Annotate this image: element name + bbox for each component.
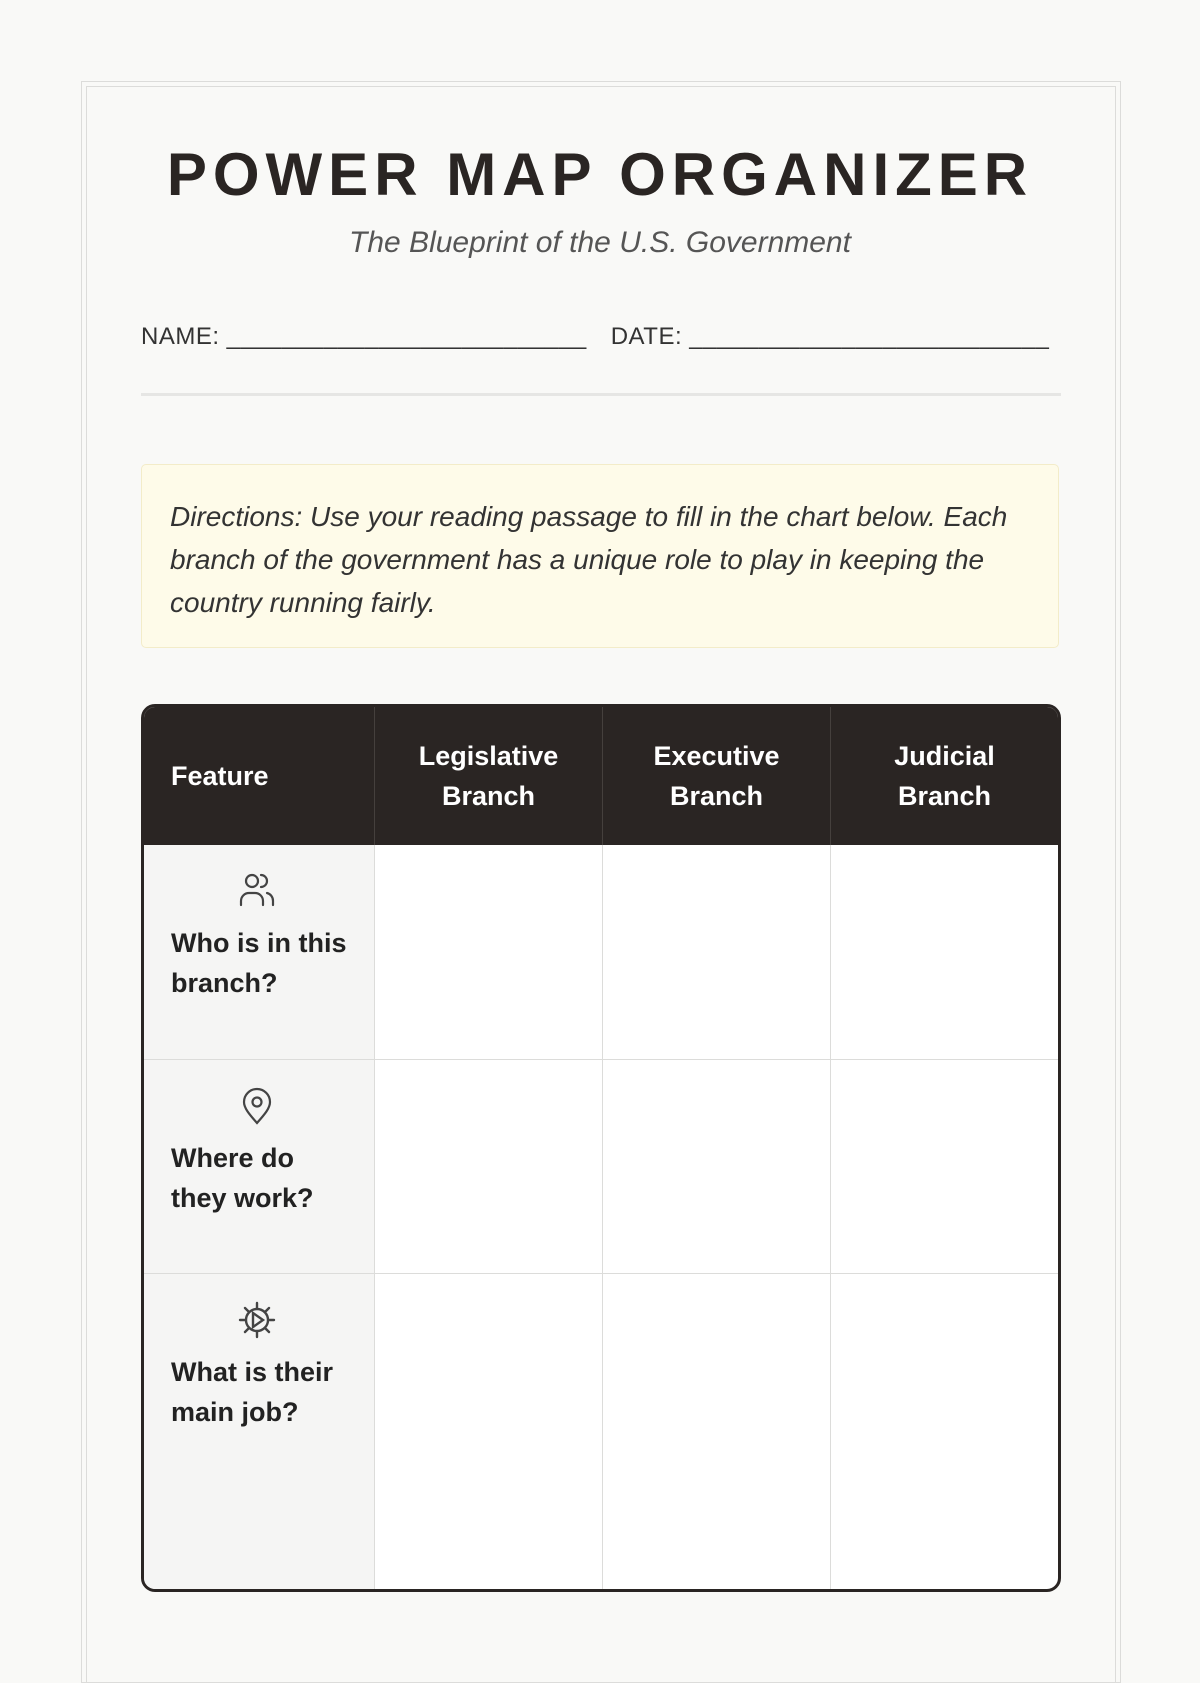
header-executive [602,707,830,845]
header-label: Executive Branch [653,741,780,811]
organizer-table [141,704,1061,1592]
feature-label: Where do they work? [171,1143,314,1213]
student-fields [141,323,1073,351]
feature-label: What is their main job? [171,1357,334,1427]
answer-cell[interactable] [602,1060,830,1273]
header-feature: Feature [171,761,269,791]
table-row [144,1273,1058,1589]
header-judicial [830,707,1058,845]
divider [141,393,1061,396]
feature-cell [144,845,374,1059]
table-row [144,845,1058,1059]
answer-cell[interactable] [830,1060,1058,1273]
gear-icon [237,1300,277,1340]
answer-cell[interactable] [602,1274,830,1589]
header-label: Judicial Branch [894,741,995,811]
map-pin-icon [237,1086,277,1126]
page-title: POWER MAP ORGANIZER [166,141,1034,208]
answer-cell[interactable] [602,845,830,1059]
name-field[interactable]: NAME: __________________________ [141,323,587,350]
answer-cell[interactable] [374,1274,602,1589]
feature-label: Who is in this branch? [171,928,347,998]
table-body [144,845,1058,1589]
answer-cell[interactable] [830,1274,1058,1589]
answer-cell[interactable] [374,1060,602,1273]
feature-cell [144,1060,374,1273]
answer-cell[interactable] [830,845,1058,1059]
feature-cell [144,1274,374,1589]
header-legislative [374,707,602,845]
table-row [144,1059,1058,1273]
header-label: Legislative Branch [418,741,559,811]
users-icon [237,871,277,911]
answer-cell[interactable] [374,845,602,1059]
page-subtitle: The Blueprint of the U.S. Government [349,226,851,259]
date-field[interactable]: DATE: __________________________ [610,323,1050,350]
directions-box: Directions: Use your reading passage to fill in the chart below. Each branch of the government has a unique role to play in keeping the country running fairly. [141,464,1059,648]
table-header [144,707,1058,845]
